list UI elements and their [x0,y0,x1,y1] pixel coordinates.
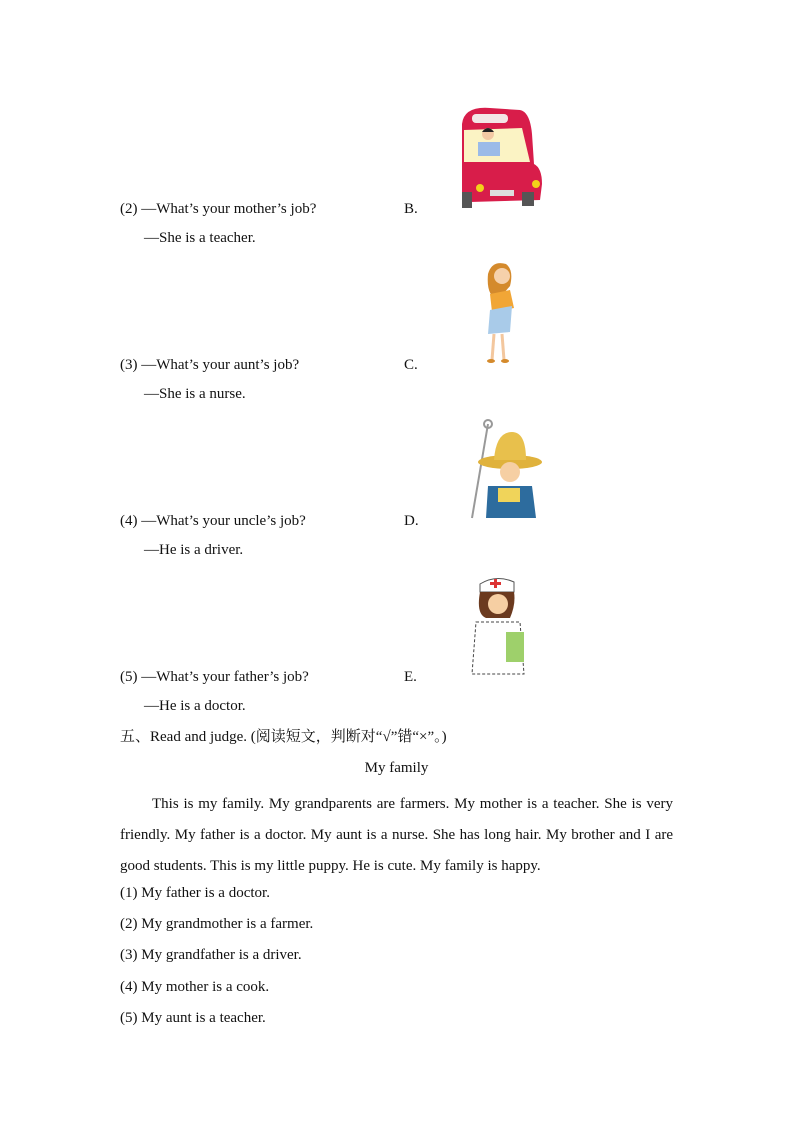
section-heading: 五、Read and judge. (阅读短文，判断对“√”错“×”。) [120,729,447,745]
option-d-label: D. [404,513,419,529]
answer-2: —She is a teacher. [144,230,256,246]
answer-5: —He is a doctor. [144,698,246,714]
option-c-label: C. [404,357,418,373]
question-2: (2) —What’s your mother’s job? [120,201,317,217]
question-4: (4) —What’s your uncle’s job? [120,513,306,529]
passage-title: My family [364,760,429,776]
judge-item-2: (2) My grandmother is a farmer. [120,916,314,932]
judge-item-3: (3) My grandfather is a driver. [120,947,302,963]
answer-4: —He is a driver. [144,542,244,558]
option-e-label: E. [404,669,417,685]
question-5: (5) —What’s your father’s job? [120,669,309,685]
answer-3: —She is a nurse. [144,386,246,402]
passage: This is my family. My grandparents are farmers. My mother is a teacher. She is very friendly. My father is a doctor. My aunt is a nurse. She has long hair. My brother and I are good students. This is my little puppy. He is cute. My family is happy. [120,796,673,874]
judge-item-4: (4) My mother is a cook. [120,979,270,995]
taxi-driver-picture [460,104,544,210]
question-3: (3) —What’s your aunt’s job? [120,357,300,373]
option-b-label: B. [404,201,418,217]
nurse-picture [466,574,542,678]
judge-item-1: (1) My father is a doctor. [120,885,270,901]
farmer-picture [464,418,544,524]
teacher-picture [478,260,524,366]
judge-item-5: (5) My aunt is a teacher. [120,1010,266,1026]
